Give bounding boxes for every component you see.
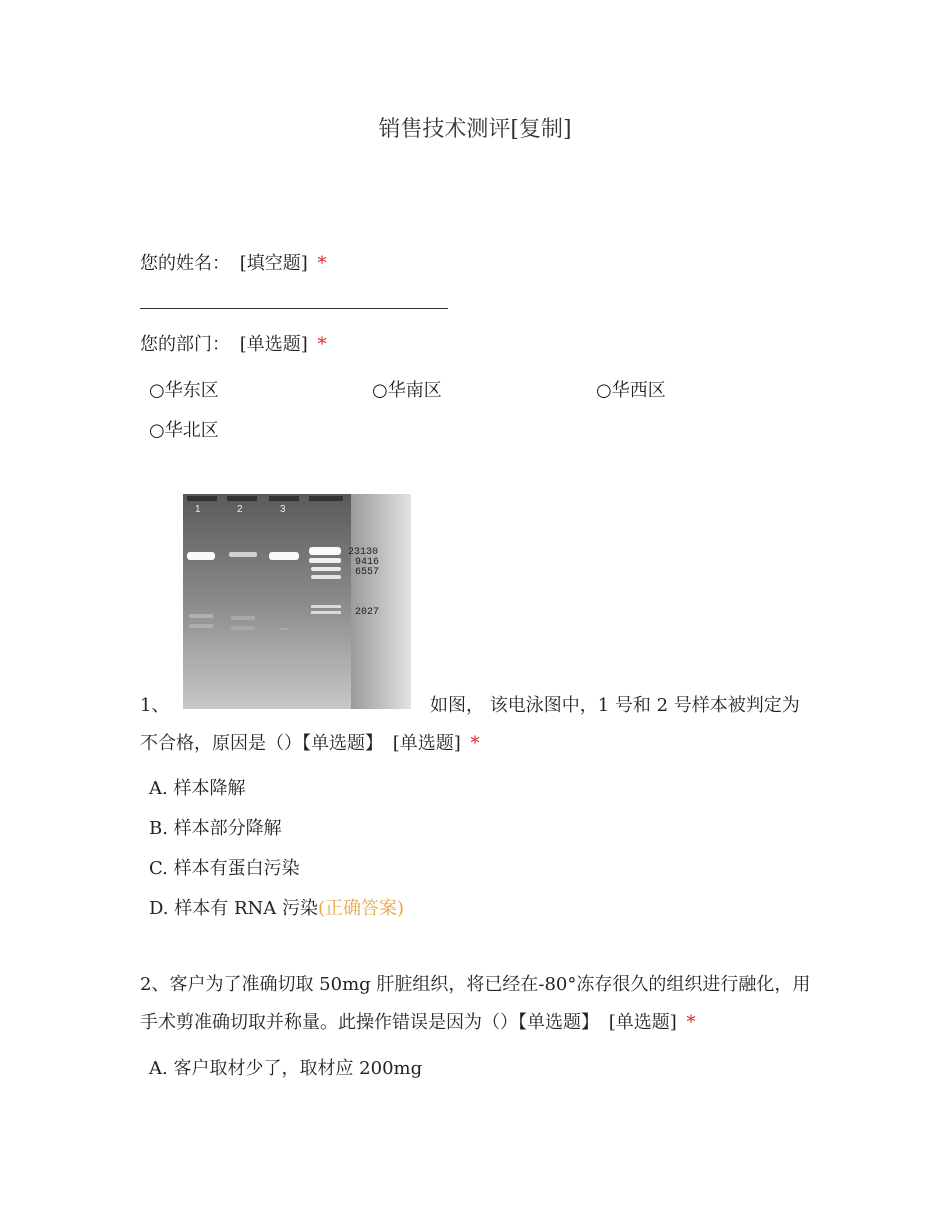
lane-label-2: 2 — [237, 504, 243, 515]
name-input-line[interactable] — [140, 308, 448, 309]
name-question-label: 您的姓名： — [140, 253, 230, 274]
q1-type: [单选题] — [392, 733, 461, 754]
name-question-type: [填空题] — [239, 253, 308, 274]
q2-stem-line1: 2、客户为了准确切取 50mg 肝脏组织，将已经在-80°冻存很久的组织进行融化，用 — [140, 974, 811, 995]
q2-text-part2: 手术剪准确切取并称量。此操作错误是因为（）【单选题】 — [140, 1012, 599, 1033]
q2-type: [单选题] — [608, 1012, 677, 1033]
gel-electrophoresis-image — [183, 494, 411, 709]
q1-stem-line1 — [140, 692, 820, 720]
dept-question-type: [单选题] — [239, 334, 308, 355]
q1-option-a[interactable]: A. 样本降解 — [149, 778, 246, 799]
q1-text-part2: 不合格，原因是（）【单选题】 — [140, 733, 383, 754]
q1-option-d[interactable] — [149, 895, 404, 923]
q1-option-d-label: D. 样本有 RNA 污染 — [149, 898, 318, 919]
page-title: 销售技术测评[复制] — [378, 117, 572, 142]
marker-label-2027: 2027 — [355, 607, 380, 618]
marker-label-23130: 23130 — [348, 547, 379, 558]
dept-option-east[interactable]: ○华东区 — [149, 380, 219, 401]
lane-label-1: 1 — [195, 504, 201, 515]
q1-option-c[interactable]: C. 样本有蛋白污染 — [149, 858, 300, 879]
dept-option-south[interactable]: ○华南区 — [372, 380, 442, 401]
marker-label-9416: 9416 — [355, 557, 380, 568]
required-marker: * — [686, 1012, 696, 1033]
required-marker: * — [317, 253, 327, 274]
q1-option-b[interactable]: B. 样本部分降解 — [149, 818, 282, 839]
correct-answer-tag: (正确答案) — [317, 898, 405, 919]
q1-number: 1、 — [140, 695, 170, 716]
q2-stem-line2 — [140, 1009, 696, 1037]
dept-question-label: 您的部门： — [140, 334, 230, 355]
dept-option-north[interactable]: ○华北区 — [149, 420, 219, 441]
name-question — [140, 250, 327, 278]
required-marker: * — [470, 733, 480, 754]
required-marker: * — [317, 334, 327, 355]
q1-text-part1: 如图， 该电泳图中，1 号和 2 号样本被判定为 — [430, 695, 800, 716]
lane-label-3: 3 — [280, 504, 286, 515]
dept-option-west[interactable]: ○华西区 — [596, 380, 666, 401]
dept-question — [140, 331, 327, 359]
q1-stem-line2 — [140, 730, 480, 758]
q2-option-a[interactable]: A. 客户取材少了，取材应 200mg — [149, 1058, 423, 1079]
marker-label-6557: 6557 — [355, 567, 380, 578]
